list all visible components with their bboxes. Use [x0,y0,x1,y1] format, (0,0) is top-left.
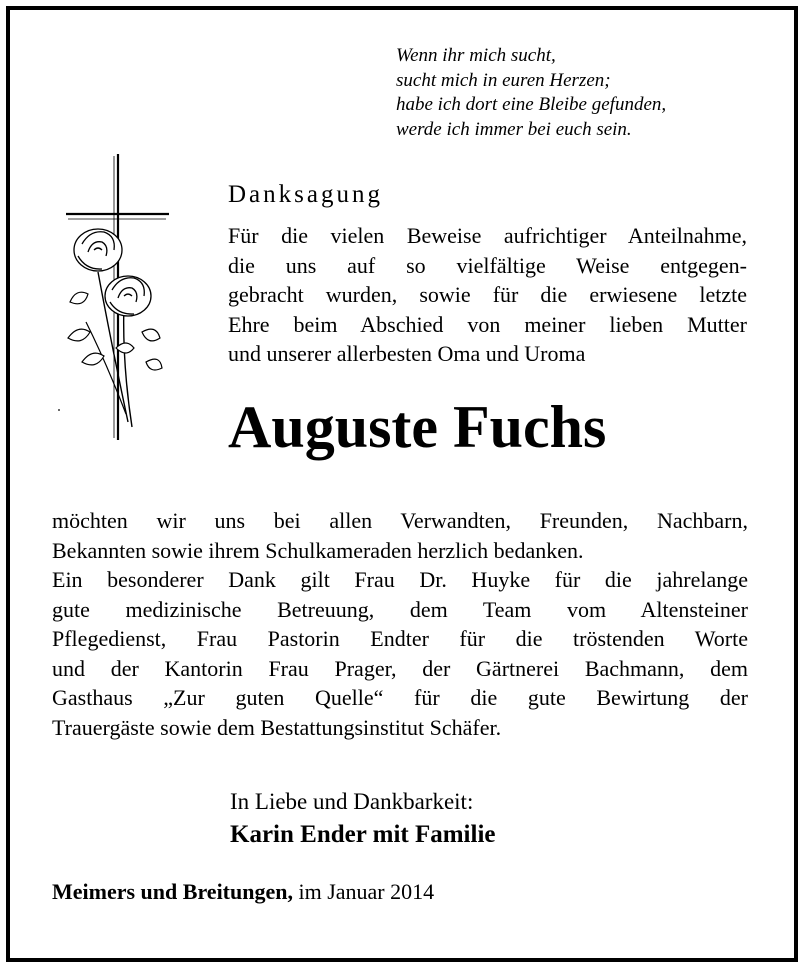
motto-line: habe ich dort eine Bleibe gefunden, [396,94,667,115]
intro-line: Für die vielen Beweise aufrichtiger Anteilnahme, [228,223,747,248]
date: im Januar 2014 [298,879,435,904]
motto-line: werde ich immer bei euch sein. [396,118,632,140]
motto-line: sucht mich in euren Herzen; [396,69,611,91]
intro-line: Ehre beim Abschied von meiner lieben Mutter [228,311,747,337]
body-paragraph [52,506,748,742]
intro-paragraph [228,221,747,369]
body-line: Gasthaus „Zur guten Quelle“ für die gute Bewirtung der [52,685,748,710]
body-line: Trauergäste sowie dem Bestattungsinstitut Schäfer. [52,714,502,740]
body-line: Ein besonderer Dank gilt Frau Dr. Huyke für die jahrelange [52,567,748,592]
intro-line: die uns auf so vielfältige Weise entgegen- [228,252,747,278]
closing-phrase: In Liebe und Dankbarkeit: [230,789,474,814]
body-line: Pflegedienst, Frau Pastorin Endter für die tröstenden Worte [52,626,748,651]
body-line: möchten wir uns bei allen Verwandten, Freunden, Nachbarn, [52,508,748,533]
place-date-line [52,877,434,907]
cross-with-roses-icon [56,152,176,442]
body-line: Bekannten sowie ihrem Schulkameraden herzlich bedanken. [52,537,584,563]
body-line: und der Kantorin Frau Prager, der Gärtnerei Bachmann, dem [52,655,748,681]
motto-verse [396,44,666,142]
deceased-name: Auguste Fuchs [228,394,607,460]
place: Meimers und Breitungen, [52,879,293,904]
intro-line: und unserer allerbesten Oma und Uroma [228,341,586,367]
signature: Karin Ender mit Familie [230,821,496,848]
motto-line: Wenn ihr mich sucht, [396,45,556,66]
body-line: gute medizinische Betreuung, dem Team vom Altensteiner [52,596,748,622]
heading: Danksagung [228,181,383,208]
intro-line: gebracht wurden, sowie für die erwiesene letzte [228,282,747,308]
